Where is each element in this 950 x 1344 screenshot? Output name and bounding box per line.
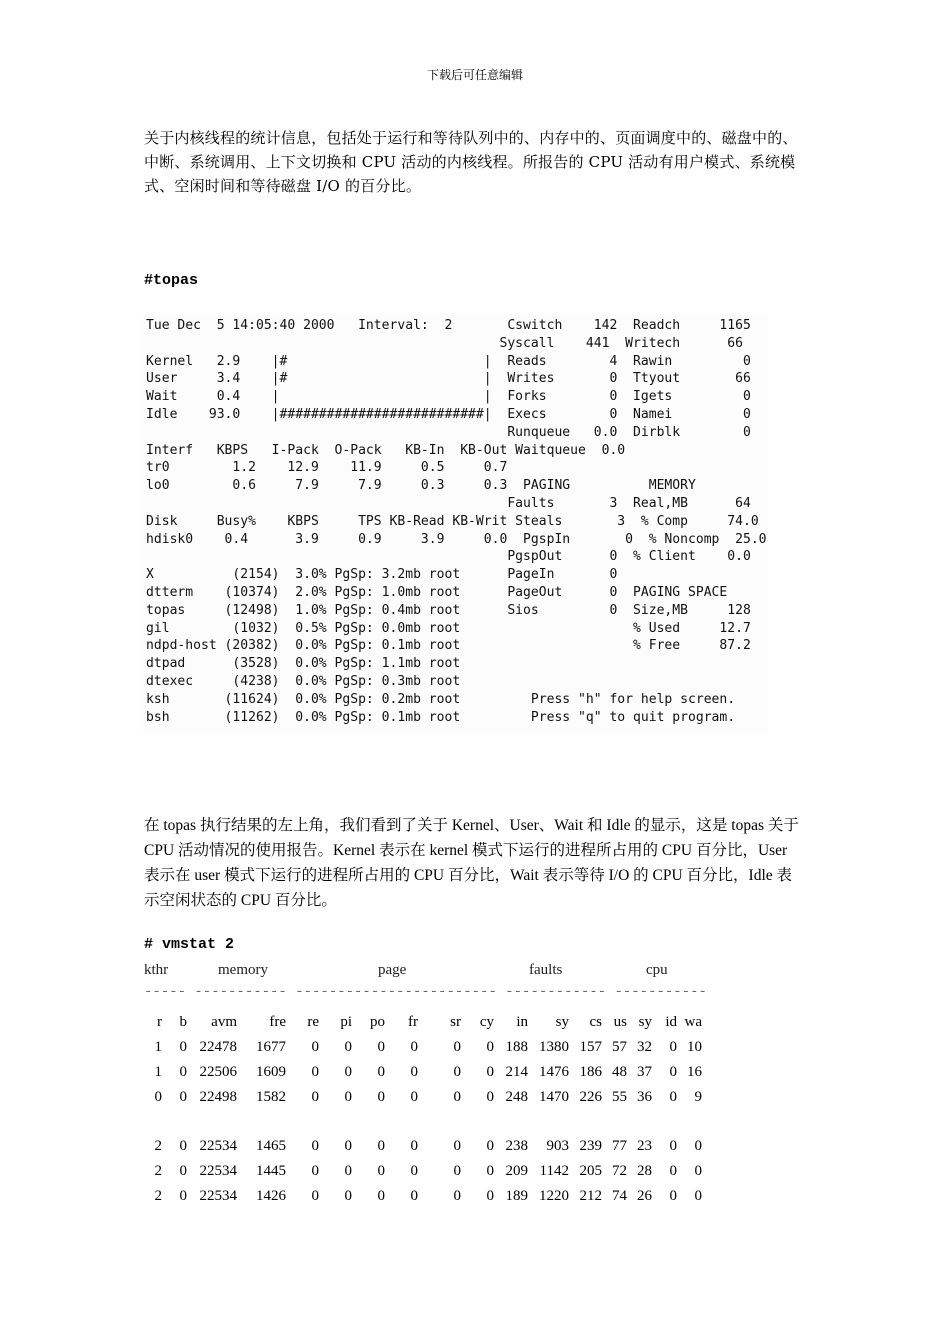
vmstat-cell: 0 [410,1088,418,1105]
vmstat-cell: 1582 [256,1088,286,1105]
topas-command: #topas [144,272,199,289]
vmstat-cell: 0 [410,1138,418,1155]
vmstat-header-cell: sy [638,1013,652,1030]
vmstat-cell: 248 [505,1088,528,1105]
vmstat-cell: 55 [612,1088,627,1105]
vmstat-cell: 186 [579,1063,602,1080]
explanation-paragraph: 在 topas 执行结果的左上角，我们看到了关于 Kernel、User、Wait 和 Idle 的显示，这是 topas 关于 CPU 活动情况的使用报告。Kernel 表示在 kernel 模式下运行的进程所占用的 CPU 百分比，User 表示在 user 模式下运行的进程所占用的 CPU 百分比，Wait 表示等待 I/O 的 CPU 百分比，Idle 表示空闲状态的 CPU 百分比。 [144,817,799,909]
vmstat-cell: 226 [579,1088,602,1105]
vmstat-cell: 28 [637,1163,652,1180]
vmstat-cell: 1609 [256,1063,286,1080]
vmstat-row [140,1035,702,1060]
vmstat-cell: 0 [453,1163,461,1180]
vmstat-header-cell: pi [340,1013,352,1030]
vmstat-cell: 22506 [199,1063,237,1080]
vmstat-cell: 0 [486,1188,494,1205]
vmstat-group-cpu: cpu [646,962,668,978]
vmstat-cell: 2 [154,1163,162,1180]
vmstat-header-cell: in [516,1013,528,1030]
vmstat-header-cell: sr [450,1013,461,1030]
vmstat-cell: 1677 [256,1038,286,1055]
vmstat-cell: 0 [179,1138,187,1155]
vmstat-cell: 0 [179,1063,187,1080]
vmstat-cell: 32 [637,1038,652,1055]
vmstat-cell: 0 [311,1088,319,1105]
vmstat-cell: 209 [505,1163,528,1180]
vmstat-group-memory: memory [218,962,268,978]
vmstat-cell: 0 [669,1138,677,1155]
vmstat-cell: 212 [579,1188,602,1205]
vmstat-cell: 0 [344,1138,352,1155]
vmstat-cell: 57 [612,1038,627,1055]
vmstat-cell: 0 [311,1188,319,1205]
vmstat-cell: 1426 [256,1188,286,1205]
vmstat-cell: 0 [410,1063,418,1080]
vmstat-cell: 0 [179,1038,187,1055]
vmstat-cell: 0 [377,1138,385,1155]
vmstat-cell: 239 [579,1138,602,1155]
vmstat-cell: 0 [377,1038,385,1055]
vmstat-row [140,1085,702,1110]
vmstat-cell: 23 [637,1138,652,1155]
vmstat-cell: 0 [453,1188,461,1205]
vmstat-cell: 0 [377,1088,385,1105]
vmstat-dash-line: ----- ----------- ------------------------ ------------ ----------- [144,984,707,1000]
vmstat-header-cell: fre [269,1013,286,1030]
vmstat-cell: 74 [612,1188,627,1205]
vmstat-cell: 0 [669,1063,677,1080]
vmstat-cell: 0 [486,1063,494,1080]
vmstat-cell: 77 [612,1138,627,1155]
vmstat-cell: 0 [486,1088,494,1105]
vmstat-cell: 0 [179,1188,187,1205]
vmstat-cell: 0 [486,1138,494,1155]
vmstat-cell: 0 [311,1063,319,1080]
vmstat-cell: 9 [694,1088,702,1105]
vmstat-group-page: page [378,962,407,978]
vmstat-header-row [140,1010,702,1035]
vmstat-cell: 214 [505,1063,528,1080]
vmstat-cell: 1445 [256,1163,286,1180]
vmstat-cell: 0 [669,1188,677,1205]
vmstat-cell: 0 [694,1188,702,1205]
vmstat-cell: 1 [154,1038,162,1055]
vmstat-cell: 0 [486,1038,494,1055]
vmstat-cell: 1465 [256,1138,286,1155]
vmstat-header-cell: cs [589,1013,602,1030]
vmstat-cell: 16 [687,1063,702,1080]
vmstat-cell: 0 [669,1038,677,1055]
intro-paragraph: 关于内核线程的统计信息，包括处于运行和等待队列中的、内存中的、页面调度中的、磁盘中的、中断、系统调用、上下文切换和 CPU 活动的内核线程。所报告的 CPU 活动有用户模式、系统模式、空闲时间和等待磁盘 I/O 的百分比。 [144,129,798,195]
vmstat-cell: 72 [612,1163,627,1180]
vmstat-group-faults: faults [529,962,563,978]
vmstat-cell: 26 [637,1188,652,1205]
vmstat-cell: 1476 [539,1063,569,1080]
vmstat-blank-cell [140,1110,702,1135]
vmstat-cell: 0 [669,1088,677,1105]
vmstat-cell: 157 [579,1038,602,1055]
vmstat-cell: 0 [311,1038,319,1055]
vmstat-header-cell: us [613,1013,627,1030]
vmstat-cell: 0 [453,1038,461,1055]
vmstat-cell: 0 [694,1163,702,1180]
vmstat-cell: 10 [687,1038,702,1055]
vmstat-cell: 0 [179,1163,187,1180]
vmstat-cell: 188 [505,1038,528,1055]
vmstat-cell: 0 [154,1088,162,1105]
vmstat-cell: 903 [546,1138,569,1155]
vmstat-cell: 1142 [539,1163,569,1180]
vmstat-cell: 36 [637,1088,652,1105]
topas-screen-text: Tue Dec 5 14:05:40 2000 Interval: 2 Cswitch 142 Readch 1165 Syscall 441 Writech 66 Kernel 2.9 |# | Reads 4 Rawin 0 User 3.4 |# | Writes 0 Ttyout 66 Wait 0.4 | | Forks 0 Igets 0 Idle 93.0 |##########################| Execs 0 Namei 0 Runqueue 0.0 Dirblk 0 Interf KBPS I-Pack O-Pack KB-In KB-Out Waitqueue 0.0 tr0 1.2 12.9 11.9 0.5 0.7 lo0 0.6 7.9 7.9 0.3 0.3 PAGING MEMORY Faults 3 Real,MB 64 Disk Busy% KBPS TPS KB-Read KB-Writ Steals 3 % Comp 74.0 hdisk0 0.4 3.9 0.9 3.9 0.0 PgspIn 0 % Noncomp 25.0 PgspOut 0 % Client 0.0 X (2154) 3.0% PgSp: 3.2mb root PageIn 0 dtterm (10374) 2.0% PgSp: 1.0mb root PageOut 0 PAGING SPACE topas (12498) 1.0% PgSp: 0.4mb root Sios 0 Size,MB 128 gil (1032) 0.5% PgSp: 0.0mb root % Used 12.7 ndpd-host (20382) 0.0% PgSp: 0.1mb root % Free 87.2 dtpad (3528) 0.0% PgSp: 1.1mb root dtexec (4238) 0.0% PgSp: 0.3mb root ksh (11624) 0.0% PgSp: 0.2mb root Press "h" for help screen. bsh (11262) 0.0% PgSp: 0.1mb root Press "q" to quit program. [146,318,767,725]
vmstat-cell: 0 [453,1088,461,1105]
vmstat-cell: 0 [344,1188,352,1205]
vmstat-row [140,1159,702,1184]
vmstat-group-kthr: kthr [144,962,169,978]
topas-screenshot [143,315,768,733]
vmstat-cell: 0 [377,1063,385,1080]
vmstat-cell: 0 [311,1138,319,1155]
vmstat-cell: 48 [612,1063,627,1080]
vmstat-header-cell: sy [555,1013,569,1030]
vmstat-cell: 0 [377,1188,385,1205]
vmstat-cell: 0 [694,1138,702,1155]
vmstat-cell: 0 [453,1138,461,1155]
vmstat-table [140,1010,702,1209]
vmstat-cell: 0 [344,1038,352,1055]
vmstat-cell: 22534 [199,1163,237,1180]
vmstat-cell: 205 [579,1163,602,1180]
vmstat-row [140,1060,702,1085]
vmstat-cell: 0 [344,1163,352,1180]
vmstat-cell: 22534 [199,1138,237,1155]
vmstat-command: # vmstat 2 [144,936,235,953]
vmstat-cell: 1220 [539,1188,569,1205]
vmstat-cell: 0 [344,1088,352,1105]
vmstat-header-cell: avm [211,1013,237,1030]
vmstat-cell: 22478 [199,1038,237,1055]
vmstat-cell: 0 [311,1163,319,1180]
vmstat-cell: 238 [505,1138,528,1155]
vmstat-cell: 0 [410,1163,418,1180]
vmstat-header-cell: po [370,1013,385,1030]
vmstat-header-cell: fr [408,1013,418,1030]
vmstat-cell: 0 [410,1038,418,1055]
vmstat-cell: 0 [344,1063,352,1080]
vmstat-cell: 0 [179,1088,187,1105]
vmstat-header-cell: re [307,1013,319,1030]
header-note: 下载后可任意编辑 [426,68,523,82]
vmstat-row [140,1184,702,1209]
vmstat-cell: 0 [486,1163,494,1180]
vmstat-cell: 1380 [539,1038,569,1055]
vmstat-cell: 1470 [539,1088,569,1105]
vmstat-header-cell: b [179,1013,187,1030]
vmstat-header-cell: r [157,1013,162,1030]
vmstat-cell: 1 [154,1063,162,1080]
vmstat-cell: 22498 [199,1088,237,1105]
vmstat-cell: 0 [410,1188,418,1205]
vmstat-blank-row [140,1110,702,1135]
vmstat-cell: 0 [669,1163,677,1180]
vmstat-cell: 189 [505,1188,528,1205]
vmstat-cell: 37 [637,1063,652,1080]
vmstat-cell: 0 [453,1063,461,1080]
vmstat-header-cell: id [665,1013,677,1030]
vmstat-header-cell: wa [684,1013,702,1030]
vmstat-row [140,1134,702,1159]
vmstat-cell: 2 [154,1138,162,1155]
vmstat-cell: 22534 [199,1188,237,1205]
vmstat-header-cell: cy [479,1013,494,1030]
vmstat-cell: 0 [377,1163,385,1180]
vmstat-cell: 2 [154,1188,162,1205]
